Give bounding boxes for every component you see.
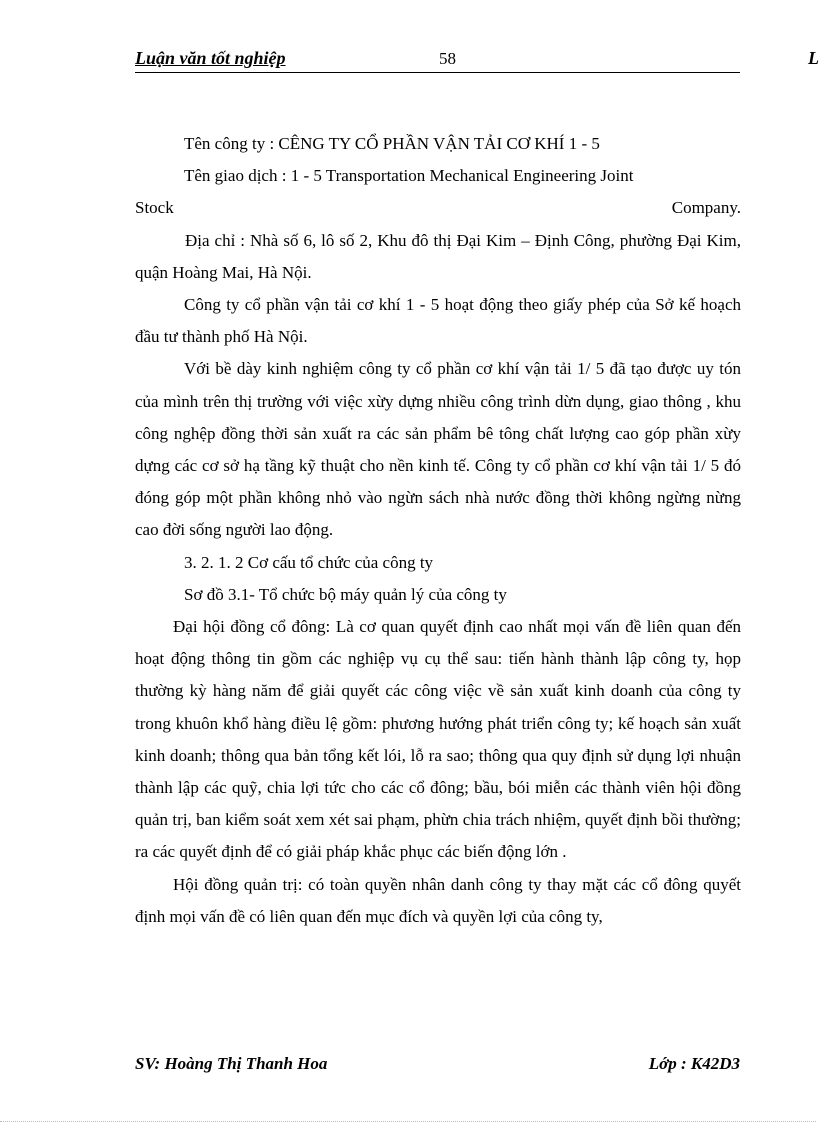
trade-name-company: Company. [671, 198, 741, 218]
license-paragraph: Công ty cổ phần vận tải cơ khí 1 - 5 hoạt động theo giấy phép của Sở kế hoạch đầu tư thành phố Hà Nội. [135, 295, 741, 347]
trade-name-line: Tên giao dịch : 1 - 5 Transportation Mechanical Engineering Joint [184, 166, 634, 186]
page-footer [135, 1054, 740, 1080]
trade-name-continuation [135, 192, 741, 224]
footer-student: SV: Hoàng Thị Thanh Hoa [135, 1054, 328, 1073]
shareholders-paragraph: Đại hội đồng cổ đông: Là cơ quan quyết định cao nhất mọi vấn đề liên quan đến hoạt động thông tin gồm các nghiệp vụ cụ thể sau: tiến hành thành lập công ty, họp thường kỳ hàng năm để giải quyết các công việc về sản xuất kinh doanh của công ty trong khuôn khổ hàng điều lệ gồm: phương hướng phát triển công ty; kế hoạch sản xuất kinh doanh; thông qua bản tổng kết lói, lỗ ra sao; thông qua quy định sử dụng lợi nhuận thành lập các quỹ, chia lợi tức cho các cổ đông; bầu, bói miễn các thành viên hội đồng quản trị, ban kiểm soát xem xét sai phạm, phừn chia trách nhiệm, quyết định bồi thường; ra các quyết định để có giải pháp khắc phục các biến động lớn . [135, 617, 741, 862]
page-bottom-divider [0, 1121, 816, 1122]
company-name: Tên công ty : CÊNG TY CỔ PHẦN VẬN TẢI CƠ KHÍ 1 - 5 [184, 134, 600, 153]
header-title: Luận văn tốt nghiệp [135, 48, 286, 68]
page-header [135, 48, 819, 73]
board-paragraph: Hội đồng quản trị: có toàn quyền nhân danh công ty thay mặt các cổ đông quyết định mọi vấn đề có liên quan đến mục đích và quyền lợi của công ty, [135, 874, 741, 926]
header-right-mark: L [808, 48, 819, 68]
section-heading: 3. 2. 1. 2 Cơ cấu tổ chức của công ty [184, 552, 434, 572]
experience-paragraph: Với bề dày kinh nghiệm công ty cổ phần cơ khí vận tải 1/ 5 đã tạo được uy tón của mình trên thị trường với việc xừy dựng nhiều công trình dừn dụng, giao thông , khu công nghệp đồng thời sản xuất ra các sản phẩm bê tông chất lượng cao góp phần xừy dựng các cơ sở hạ tầng kỹ thuật cho nền kinh tế. Công ty cổ phần cơ khí vận tải 1/ 5 đó đóng góp một phần không nhỏ vào ngừn sách nhà nước đồng thời không ngừng nừng cao đời sống người lao động. [135, 359, 741, 540]
page-number: 58 [439, 49, 456, 68]
document-body [135, 128, 741, 933]
diagram-caption: Sơ đồ 3.1- Tổ chức bộ máy quản lý của công ty [184, 584, 507, 604]
trade-name-stock: Stock [135, 198, 174, 218]
address-paragraph: Địa chỉ : Nhà số 6, lô số 2, Khu đô thị Đại Kim – Định Công, phường Đại Kim, quận Hoàng Mai, Hà Nội. [135, 230, 741, 282]
footer-class: Lớp : K42D3 [648, 1054, 740, 1073]
